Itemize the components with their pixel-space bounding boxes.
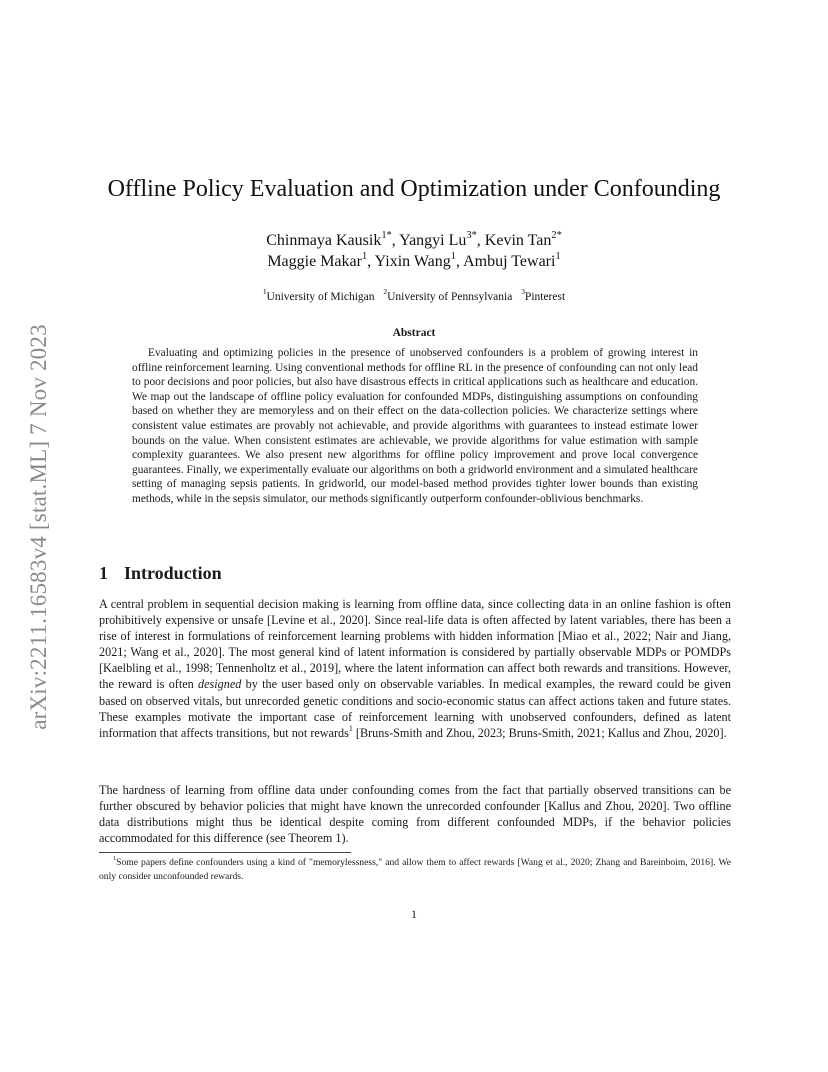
author-affil-mark: 1 <box>361 250 368 262</box>
page-number: 1 <box>411 907 417 921</box>
abstract-text: Evaluating and optimizing policies in the presence of unobserved confounders is a problem of growing interest in offline reinforcement learning. Using conventional methods for offline RL in the presence of confounding can not only lead to poor decisions and poor policies, but also have disastrous effects in critical applications such as healthcare and education. We map out the landscape of offline policy evaluation for confounded MDPs, distinguishing assumptions on confounding based on whether they are memoryless and on their effect on the data-collection policies. We characterize settings where consistent value estimates are provably not achievable, and provide algorithms with guarantees to instead estimate lower bounds on the value. When consistent estimates are achievable, we provide algorithms for value estimation with sample complexity guarantees. We also present new algorithms for offline policy improvement and prove local convergence guarantees. Finally, we experimentally evaluate our algorithms on both a gridworld environment and a simulated healthcare setting of managing sepsis patients. In gridworld, our model-based method provides tighter lower bounds than existing methods, while in the sepsis simulator, our methods significantly outperform confounder-oblivious benchmarks. <box>132 347 698 505</box>
affiliation-mark: 2 <box>383 287 388 297</box>
affiliation-mark: 3 <box>521 287 525 297</box>
author-line-2: Maggie Makar$^1$, Yixin Wang$^1$, Ambuj Tewari$^1$ <box>267 250 561 270</box>
author-name: Ambuj Tewari <box>463 253 556 270</box>
intro-paragraph-2: The hardness of learning from offline data under confounding comes from the fact that partially observed transitions can be further obscured by behavior policies that might have known the unrecorded confounder [Kallus and Zhou, 2020]. Two offline data distributions might thus be identical despite coming from different confounded MDPs, if the behavior policies accommodated for this difference (see Theorem 1). <box>99 783 731 846</box>
affiliation-mark: 1 <box>262 287 267 297</box>
affiliations <box>0 287 828 303</box>
section-title: Introduction <box>124 563 222 583</box>
author-affil-mark: 3* <box>466 229 477 241</box>
author-affil-mark: 1 <box>450 250 456 262</box>
affiliation-item <box>262 287 375 303</box>
intro-paragraph-1 <box>99 596 731 741</box>
affiliation-name: University of Michigan <box>266 291 375 303</box>
affiliation-name: University of Pennsylvania <box>387 291 513 303</box>
footnote-text: Some papers define confounders using a kind of "memorylessness," and allow them to affect rewards [Wang et al., 2020; Zhang and Bareinboim, 2016]. We only consider unconfounded rewards. <box>99 857 731 882</box>
abstract-heading: Abstract <box>392 327 436 339</box>
section-number: 1 <box>99 563 108 583</box>
author-name: Maggie Makar <box>267 253 362 270</box>
affiliation-item <box>521 287 566 303</box>
emphasized-text: designed <box>198 677 242 692</box>
footnote-divider <box>99 852 351 853</box>
footnote-marker: 1 <box>348 723 353 733</box>
paper-title: Offline Policy Evaluation and Optimization under Confounding <box>107 176 721 202</box>
paragraph-text: by the user based only on observable variables. In medical examples, the reward could be given based on observed vitals, but unrecorded genetic conditions and socio-economic status can affect actions taken and future states. These examples motivate the important case of reinforcement learning with unobserved confounders, defined as latent information that affects transitions, but not rewards <box>99 677 731 740</box>
affiliation-item <box>383 287 513 303</box>
author-name: Yixin Wang <box>374 253 451 270</box>
author-affil-mark: 2* <box>551 229 562 241</box>
author-affil-mark: 1* <box>381 229 392 241</box>
footnote-mark: 1 <box>113 855 117 863</box>
author-name: Chinmaya Kausik <box>266 232 382 249</box>
arxiv-stamp-text: arXiv:2211.16583v4 [stat.ML] 7 Nov 2023 <box>26 324 52 730</box>
section-heading <box>99 563 222 584</box>
arxiv-stamp <box>21 282 57 772</box>
paragraph-text: [Bruns-Smith and Zhou, 2023; Bruns-Smith, 2021; Kallus and Zhou, 2020]. <box>352 725 727 740</box>
paragraph-text: A central problem in sequential decision making is learning from offline data, since collecting data in an online fashion is often prohibitively expensive or unsafe [Levine et al., 2020]. Since real-life data is often affected by latent variables, there has been a rise of interest in formulations of reinforcement learning problems with hidden information [Miao et al., 2022; Nair and Jiang, 2021; Wang et al., 2020]. The most general kind of latent information is considered by partially observable MDPs or POMDPs [Kaelbling et al., 1998; Tennenholtz et al., 2019], where the latent information can affect both rewards and transitions. However, the reward is often <box>99 597 731 692</box>
author-list <box>0 230 828 272</box>
author-name: Kevin Tan <box>484 232 552 249</box>
author-name: Yangyi Lu <box>399 232 467 249</box>
affiliation-name: Pinterest <box>524 291 566 303</box>
author-affil-mark: 1 <box>555 250 561 262</box>
author-line-1: Chinmaya Kausik$^{1*}$, Yangyi $Lu^{3*}$, Kevin Tan$^{2*}$ <box>266 229 562 249</box>
footnote <box>99 856 731 883</box>
